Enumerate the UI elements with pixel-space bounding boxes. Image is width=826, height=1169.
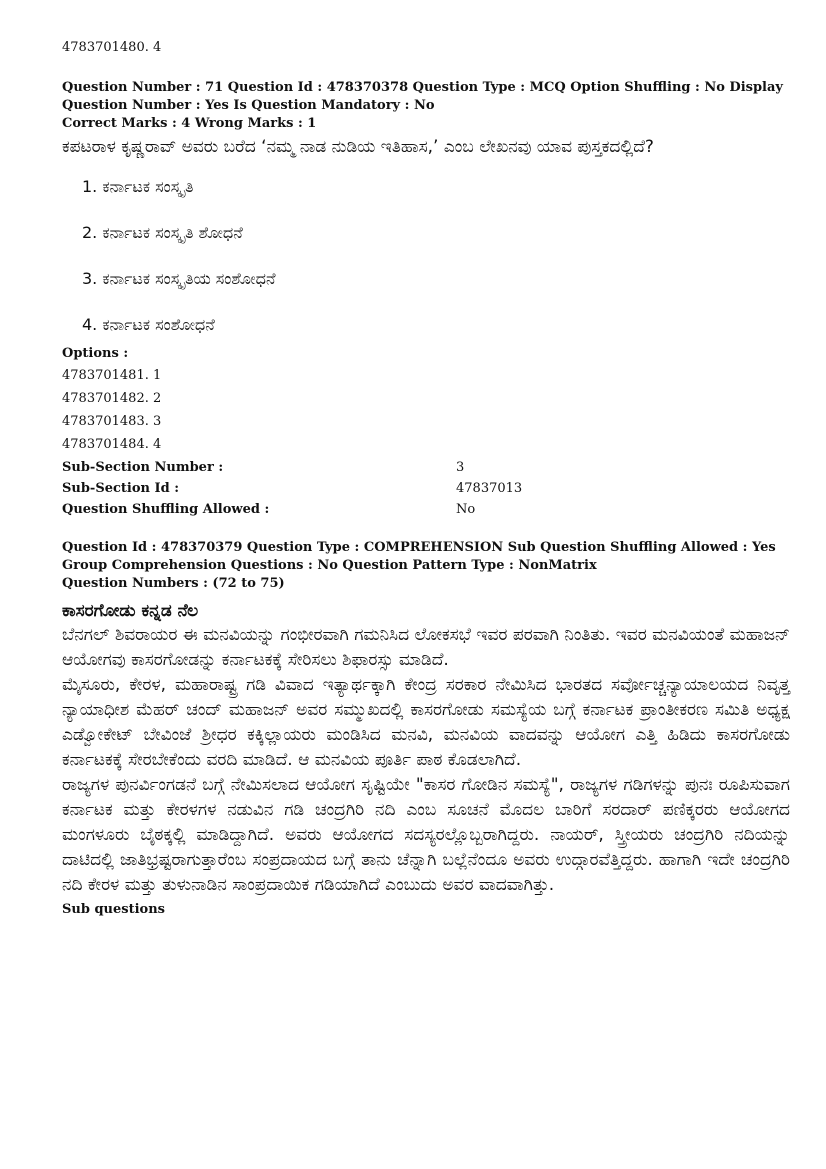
previous-option-id: 4783701480. 4 — [62, 40, 162, 55]
passage-title: ಕಾಸರಗೋಡು ಕನ್ನಡ ನೆಲ — [62, 601, 199, 621]
question-numbers: Question Numbers : (72 to 75) — [62, 576, 285, 591]
comprehension-meta: Question Id : 478370379 Question Type : COMPREHENSION Sub Question Shuffling Allowed : Yes Group Comprehension Questions : No Question Pattern Type : NonMatrix — [62, 540, 776, 573]
subsection-id-label: Sub-Section Id : — [62, 481, 179, 496]
option-id-3: 4783701483. 3 — [62, 414, 162, 429]
subsection-id-row — [62, 479, 790, 500]
subsection-number-row — [62, 458, 790, 479]
answer-choices — [82, 176, 790, 360]
option-id-4: 4783701484. 4 — [62, 437, 162, 452]
choice-2: 2. ಕರ್ನಾಟಕ ಸಂಸ್ಕೃತಿ ಶೋಧನೆ — [82, 223, 243, 242]
passage-paragraph-3: ರಾಜ್ಯಗಳ ಪುನರ್ವಿಂಗಡನೆ ಬಗ್ಗೆ ನೇಮಿಸಲಾದ ಆಯೋಗ ಸೃಷ್ಟಿಯೇ "ಕಾಸರ ಗೋಡಿನ ಸಮಸ್ಯೆ", ರಾಜ್ಯಗಳ ಗಡಿಗಳನ್ನು ಪುನಃ ರೂಪಿಸುವಾಗ ಕರ್ನಾಟಕ ಮತ್ತು ಕೇರಳಗಳ ನಡುವಿನ ಗಡಿ ಚಂದ್ರಗಿರಿ ನದಿ ಎಂಬ ಸೂಚನೆ ಮೊದಲ ಬಾರಿಗೆ ಸರದಾರ್ ಪಣಿಕ್ಕರರು ಆಯೋಗದ ಮಂಗಳೂರು ಬೈಠಕ್ಕಲ್ಲಿ ಮಾಡಿದ್ದಾಗಿದೆ. ಅವರು ಆಯೋಗದ ಸದಸ್ಯರಲ್ಲೊಬ್ಬರಾಗಿದ್ದರು. ನಾಯರ್, ಸ್ತ್ರೀಯರು ಚಂದ್ರಗಿರಿ ನದಿಯನ್ನು ದಾಟಿದಲ್ಲಿ ಜಾತಿಭ್ರಷ್ಟರಾಗುತ್ತಾರೆಂಬ ಸಂಪ್ರದಾಯದ ಬಗ್ಗೆ ತಾನು ಚೆನ್ನಾಗಿ ಬಲ್ಲೆನೆಂದೂ ಅವರು ಉದ್ಗಾರವೆತ್ತಿದ್ದರು. ಹಾಗಾಗಿ ಇದೇ ಚಂದ್ರಗಿರಿ ನದಿ ಕೇರಳ ಮತ್ತು ತುಳುನಾಡಿನ ಸಾಂಪ್ರದಾಯಿಕ ಗಡಿಯಾಗಿದೆ ಎಂಬುದು ಅವರ ವಾದವಾಗಿತ್ತು. — [62, 775, 790, 895]
shuffle-label: Question Shuffling Allowed : — [62, 502, 270, 517]
subsection-number-label: Sub-Section Number : — [62, 460, 224, 475]
option-id-2: 4783701482. 2 — [62, 391, 162, 406]
choice-3: 3. ಕರ್ನಾಟಕ ಸಂಸ್ಕೃತಿಯ ಸಂಶೋಧನೆ — [82, 269, 276, 288]
sub-questions-label: Sub questions — [62, 902, 165, 917]
subsection-number-value: 3 — [456, 460, 465, 475]
shuffle-row — [62, 500, 790, 521]
options-label: Options : — [62, 346, 129, 361]
marks-meta: Correct Marks : 4 Wrong Marks : 1 — [62, 116, 317, 131]
option-id-1: 4783701481. 1 — [62, 368, 162, 383]
subsection-id-value: 47837013 — [456, 481, 523, 496]
choice-1: 1. ಕರ್ನಾಟಕ ಸಂಸ್ಕೃತಿ — [82, 177, 194, 196]
shuffle-value: No — [456, 502, 476, 517]
question-meta: Question Number : 71 Question Id : 478370378 Question Type : MCQ Option Shuffling : No Display Question Number : Yes Is Question Mandatory : No — [62, 80, 783, 113]
passage-paragraph-1: ಬೆನಗಲ್ ಶಿವರಾಯರ ಈ ಮನವಿಯನ್ನು ಗಂಭೀರವಾಗಿ ಗಮನಿಸಿದ ಲೋಕಸಭೆ ಇವರ ಪರವಾಗಿ ನಿಂತಿತು. ಇವರ ಮನವಿಯಂತೆ ಮಹಾಜನ್ ಆಯೋಗವು ಕಾಸರಗೋಡನ್ನು ಕರ್ನಾಟಕಕ್ಕೆ ಸೇರಿಸಲು ಶಿಫಾರಸ್ಸು ಮಾಡಿದೆ. — [62, 625, 790, 670]
question-paper-page — [62, 40, 790, 917]
choice-4: 4. ಕರ್ನಾಟಕ ಸಂಶೋಧನೆ — [82, 315, 215, 334]
question-text: ಕಪಟರಾಳ ಕೃಷ್ಣರಾವ್ ಅವರು ಬರೆದ ‘ನಮ್ಮ ನಾಡ ನುಡಿಯ ಇತಿಹಾಸ,’ ಎಂಬ ಲೇಖನವು ಯಾವ ಪುಸ್ತಕದಲ್ಲಿದೆ? — [62, 137, 654, 157]
passage-paragraph-2: ಮೈಸೂರು, ಕೇರಳ, ಮಹಾರಾಷ್ಟ್ರ ಗಡಿ ವಿವಾದ ಇತ್ಯಾರ್ಥಕ್ಕಾಗಿ ಕೇಂದ್ರ ಸರಕಾರ ನೇಮಿಸಿದ ಭಾರತದ ಸರ್ವೋಚ್ಚನ್ಯಾಯಾಲಯದ ನಿವೃತ್ತ ನ್ಯಾಯಾಧೀಶ ಮೆಹರ್ ಚಂದ್ ಮಹಾಜನ್ ಅವರ ಸಮ್ಮುಖದಲ್ಲಿ ಕಾಸರಗೋಡು ಸಮಸ್ಯೆಯ ಬಗ್ಗೆ ಕರ್ನಾಟಕ ಪ್ರಾಂತೀಕರಣ ಸಮಿತಿ ಅಧ್ಯಕ್ಷ ಎಡ್ವೋಕೇಟ್ ಬೇವಿಂಜೆ ಶ್ರೀಧರ ಕಕ್ಕಿಲ್ಲಾಯರು ಮಂಡಿಸಿದ ಮನವಿ, ಮನವಿಯ ವಾದವನ್ನು ಆಯೋಗ ಎತ್ತಿ ಹಿಡಿದು ಕಾಸರಗೋಡು ಕರ್ನಾಟಕಕ್ಕೆ ಸೇರಬೇಕೆಂದು ವರದಿ ಮಾಡಿದೆ. ಆ ಮನವಿಯ ಪೂರ್ತಿ ಪಾಠ ಕೊಡಲಾಗಿದೆ. — [62, 675, 790, 770]
